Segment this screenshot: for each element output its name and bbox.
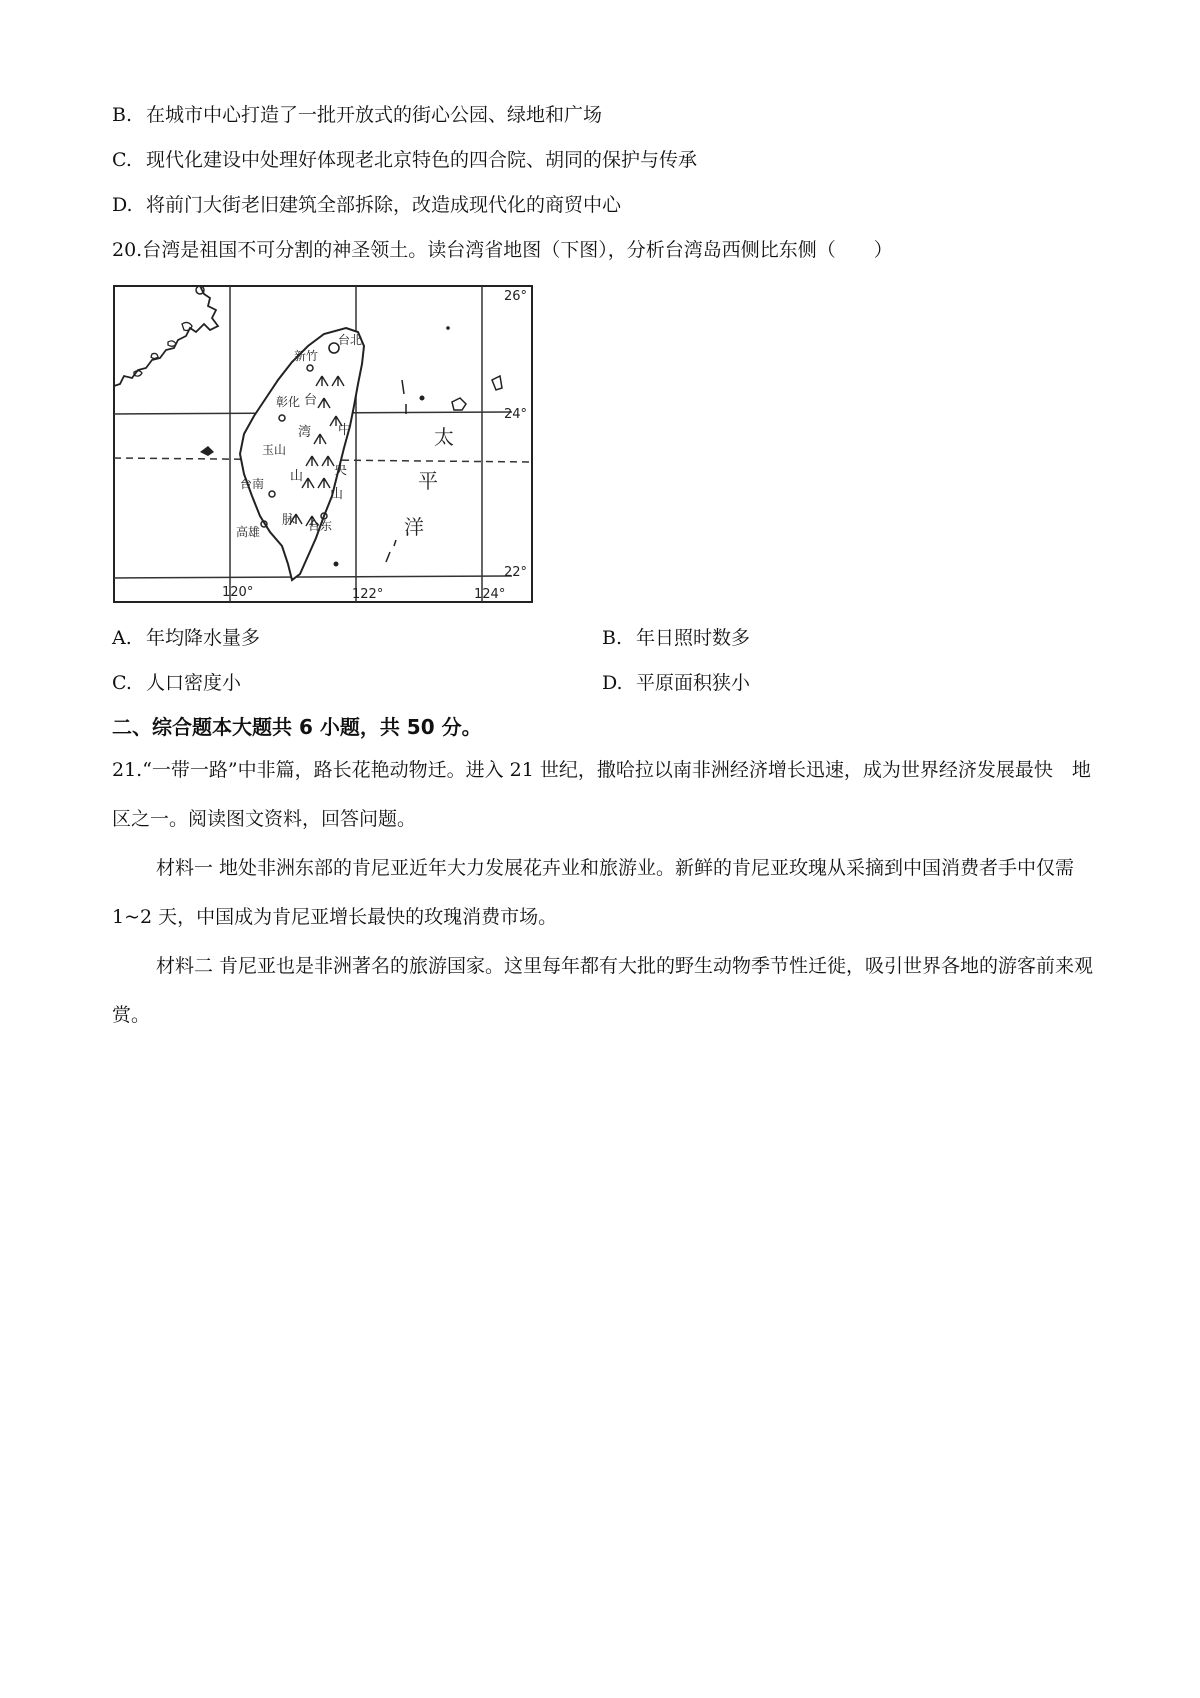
option-text: 将前门大街老旧建筑全部拆除，改造成现代化的商贸中心 — [146, 194, 622, 216]
ocean-char: 太 — [434, 425, 454, 449]
option-text: 在城市中心打造了一批开放式的街心公园、绿地和广场 — [146, 104, 603, 126]
section-heading: 二、综合题本大题共 6 小题，共 50 分。 — [112, 715, 482, 739]
lon-label: 122° — [352, 587, 384, 602]
material-1: 材料一 地处非洲东部的肯尼亚近年大力发展花卉业和旅游业。新鲜的肯尼亚玫瑰从采摘到中国消费者手中仅需 1~2 天，中国成为肯尼亚增长最快的玫瑰消费市场。 — [112, 857, 1075, 928]
range-char: 山 — [290, 469, 304, 484]
label-kaohsiung: 高雄 — [236, 525, 261, 539]
islet-dot — [446, 326, 450, 330]
islet-dot — [420, 396, 425, 401]
range-char: 山 — [330, 487, 344, 502]
option-c — [112, 671, 241, 695]
option-label: A. — [112, 627, 132, 649]
ocean-char: 洋 — [404, 515, 424, 539]
option-text: 年日照时数多 — [636, 627, 751, 649]
label-hsinchu: 新竹 — [294, 349, 319, 363]
option-label: B. — [112, 104, 133, 126]
option-d — [602, 671, 750, 695]
option-label: C. — [112, 149, 132, 171]
option-label: B. — [602, 627, 623, 649]
taiwan-map — [112, 284, 540, 606]
label-changhua: 彰化 — [276, 395, 301, 409]
option-label: D. — [112, 194, 133, 216]
lat-label: 22° — [504, 565, 528, 580]
option-c-prev — [112, 148, 697, 172]
lat-label: 24° — [504, 407, 528, 422]
label-taitung: 台东 — [308, 519, 333, 533]
islet-dot — [334, 562, 339, 567]
range-char: 台 — [304, 393, 318, 408]
label-tainan: 台南 — [240, 477, 265, 491]
range-char: 脉 — [282, 513, 296, 528]
option-d-prev — [112, 193, 621, 217]
option-a — [112, 626, 260, 650]
range-char: 央 — [334, 463, 348, 478]
material-2: 材料二 肯尼亚也是非洲著名的旅游国家。这里每年都有大批的野生动物季节性迁徙，吸引世界各地的游客前来观赏。 — [112, 955, 1094, 1026]
option-label: D. — [602, 672, 623, 694]
option-b — [602, 626, 750, 650]
option-b-prev — [112, 103, 602, 127]
lon-label: 120° — [222, 585, 254, 600]
option-label: C. — [112, 672, 132, 694]
question-20-stem: 20.台湾是祖国不可分割的神圣领土。读台湾省地图（下图），分析台湾岛西侧比东侧（ ） — [112, 239, 893, 261]
ocean-char: 平 — [418, 469, 438, 493]
option-text: 年均降水量多 — [146, 627, 261, 649]
option-text: 人口密度小 — [146, 672, 242, 694]
option-text: 现代化建设中处理好体现老北京特色的四合院、胡同的保护与传承 — [146, 149, 698, 171]
question-21-stem: 21.“一带一路”中非篇，路长花艳动物迁。进入 21 世纪，撒哈拉以南非洲经济增长迅速，成为世界经济发展最快 地区之一。阅读图文资料，回答问题。 — [112, 759, 1091, 830]
lat-label: 26° — [504, 289, 528, 304]
range-char: 湾 — [298, 425, 312, 440]
lon-label: 124° — [474, 587, 506, 602]
label-taipei: 台北 — [338, 333, 363, 347]
option-text: 平原面积狭小 — [636, 672, 751, 694]
label-yushan: 玉山 — [262, 443, 287, 457]
range-char: 中 — [338, 423, 352, 438]
